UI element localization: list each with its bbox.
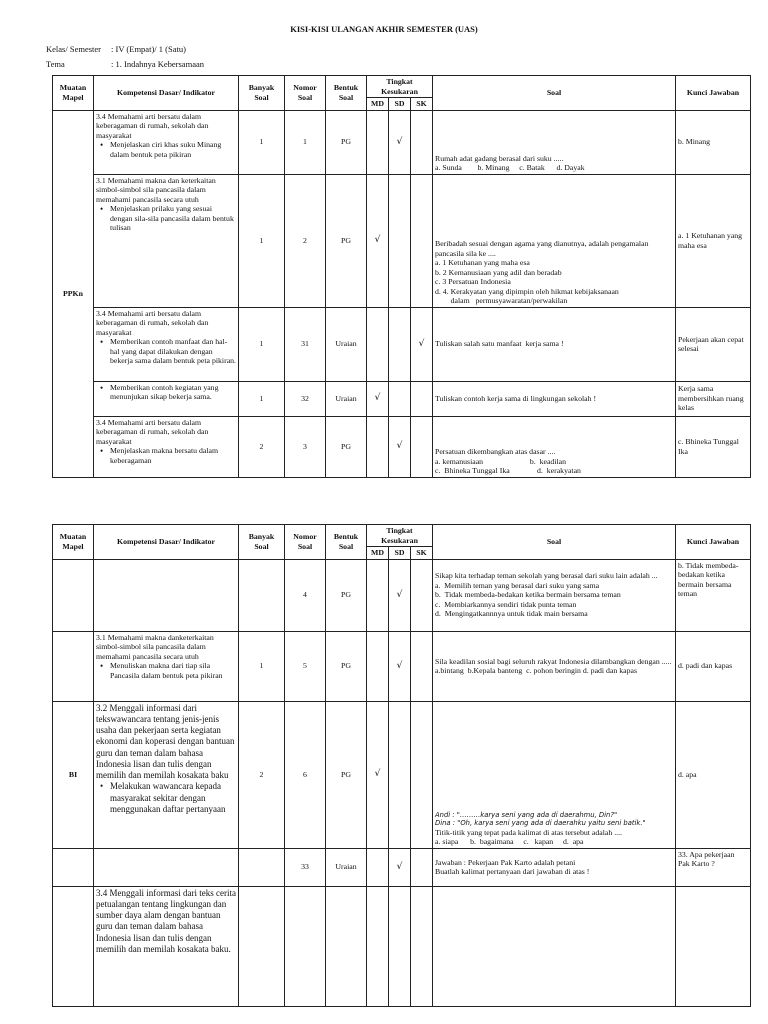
competency-cell <box>94 307 239 381</box>
question-line: a. kemanusiaan b. keadilan <box>435 456 566 466</box>
level-md-cell <box>367 174 389 307</box>
level-sk-cell <box>411 174 433 307</box>
indicator: • Memberikan contoh manfaat dan hal-hal yang dapat dilakukan dengan bekerja sama dalam bentuk peta pikiran. <box>110 337 236 366</box>
check-mark: √ <box>418 338 425 349</box>
header-md: MD <box>367 98 389 111</box>
indicator: • Menjelaskan makna bersatu dalam keberagaman <box>110 446 236 465</box>
level-sk-cell <box>411 110 433 174</box>
bentuk-cell: Uraian <box>326 307 367 381</box>
header-muatan: Muatan Mapel <box>53 76 94 111</box>
level-md-cell <box>367 416 389 477</box>
question-line: dalam permusyawaratan/perwakilan <box>435 296 568 305</box>
question-cell <box>433 307 676 381</box>
question-cell <box>433 848 676 886</box>
basic-competence: 3.4 Memahami arti bersatu dalam keberagaman di rumah, sekolah dan masyarakat <box>96 111 209 140</box>
question-line: d. Mengingatkannnya untuk tidak main bersama <box>435 609 588 619</box>
question-line: Tuliskan salah satu manfaat kerja sama ! <box>435 339 564 349</box>
check-mark: √ <box>374 769 381 780</box>
basic-competence: 3.4 Menggali informasi dari teks cerita petualangan tentang lingkungan dan sumber daya alam dengan bantuan guru dan teman dalam bahasa Indonesia lisan dan tulis dengan memilih dan memilah kosakata baku. <box>96 887 236 954</box>
question-line: Rumah adat gadang berasal dari suku ..... <box>435 153 564 163</box>
question-line: a. Memilih teman yang berasal dari suku yang sama <box>435 580 600 590</box>
bentuk-cell: Uraian <box>326 381 367 416</box>
question-cell <box>433 631 676 701</box>
table-row <box>53 381 751 416</box>
header-tingkat: Tingkat Kesukaran <box>367 525 433 547</box>
theme-line <box>46 59 204 69</box>
answer-key-cell: Kerja sama membersihkan ruang kelas <box>676 381 751 416</box>
basic-competence: 3.4 Memahami arti bersatu dalam keberagaman di rumah, sekolah dan masyarakat <box>96 417 209 446</box>
header-kunci: Kunci Jawaban <box>676 76 751 111</box>
bentuk-cell: PG <box>326 559 367 631</box>
competency-cell <box>94 701 239 848</box>
bentuk-cell: PG <box>326 631 367 701</box>
nomor-cell: 2 <box>285 174 326 307</box>
answer-key-cell: 33. Apa pekerjaan Pak Karto ? <box>676 848 751 886</box>
level-sd-cell <box>389 559 411 631</box>
level-sk-cell <box>411 848 433 886</box>
dialogue-line: Andi : "………karya seni yang ada di daerahmu, Din?" <box>435 810 618 819</box>
subject-cell <box>53 559 94 631</box>
bentuk-cell: Uraian <box>326 848 367 886</box>
table-row <box>53 416 751 477</box>
header-kompetensi: Kompetensi Dasar/ Indikator <box>94 525 239 560</box>
answer-key-cell: a. 1 Ketuhanan yang maha esa <box>676 174 751 307</box>
answer-key-cell: b. Minang <box>676 110 751 174</box>
table-row <box>53 886 751 1006</box>
document-title: KISI-KISI ULANGAN AKHIR SEMESTER (UAS) <box>290 24 478 34</box>
competency-cell <box>94 886 239 1006</box>
subject-cell <box>53 631 94 701</box>
question-line: Beribadah sesuai dengan agama yang dianutnya, adalah pengamalan pancasila sila ke .... <box>435 239 651 258</box>
header-banyak: Banyak Soal <box>239 525 285 560</box>
nomor-cell: 4 <box>285 559 326 631</box>
nomor-cell: 32 <box>285 381 326 416</box>
table-row <box>53 307 751 381</box>
banyak-cell: 2 <box>239 416 285 477</box>
level-md-cell <box>367 559 389 631</box>
competency-cell <box>94 416 239 477</box>
header-kompetensi: Kompetensi Dasar/ Indikator <box>94 76 239 111</box>
level-sk-cell <box>411 886 433 1006</box>
question-cell <box>433 110 676 174</box>
question-cell <box>433 174 676 307</box>
answer-key-cell <box>676 886 751 1006</box>
question-line: c. Membiarkannya sendiri tidak punta teman <box>435 599 577 609</box>
bentuk-cell: PG <box>326 416 367 477</box>
level-sk-cell <box>411 701 433 848</box>
header-sd: SD <box>389 547 411 560</box>
answer-key-cell: c. Bhineka Tunggal Ika <box>676 416 751 477</box>
level-sd-cell <box>389 307 411 381</box>
competency-cell <box>94 110 239 174</box>
question-line: Persatuan dikembangkan atas dasar .... <box>435 447 556 456</box>
table-row <box>53 110 751 174</box>
level-sd-cell <box>389 174 411 307</box>
level-sk-cell <box>411 381 433 416</box>
level-sk-cell <box>411 631 433 701</box>
header-nomor: Nomor Soal <box>285 525 326 560</box>
indicator: • Memberikan contoh kegiatan yang menunjukan sikap bekerja sama. <box>110 383 236 402</box>
table-row <box>53 848 751 886</box>
level-sk-cell <box>411 559 433 631</box>
banyak-cell: 1 <box>239 381 285 416</box>
nomor-cell: 33 <box>285 848 326 886</box>
question-line: a.bintang b.Kepala banteng c. pohon beringin d. padi dan kapas <box>435 666 638 675</box>
header-bentuk: Bentuk Soal <box>326 525 367 560</box>
basic-competence: 3.1 Memahami makna danketerkaitan simbol-simbol sila pancasila dalam memahami pancasila secara utuh <box>96 632 214 661</box>
class-semester-value: : IV (Empat)/ 1 (Satu) <box>111 44 186 54</box>
header-sd: SD <box>389 98 411 111</box>
competency-cell <box>94 559 239 631</box>
check-mark: √ <box>396 861 403 872</box>
answer-key-cell: Pekerjaan akan cepat selesai <box>676 307 751 381</box>
answer-key-cell: b. Tidak membeda-bedakan ketika bermain bersama teman <box>676 559 751 631</box>
nomor-cell: 1 <box>285 110 326 174</box>
nomor-cell: 6 <box>285 701 326 848</box>
question-line: Sikap kita terhadap teman sekolah yang berasal dari suku lain adalah ... <box>435 571 658 581</box>
competency-cell <box>94 174 239 307</box>
answer-key-cell: d. apa <box>676 701 751 848</box>
table-row <box>53 174 751 307</box>
question-line: Jawaban : Pekerjaan Pak Karto adalah petani <box>435 857 576 867</box>
nomor-cell <box>285 886 326 1006</box>
level-md-cell <box>367 848 389 886</box>
subject-cell: BI <box>53 701 94 848</box>
banyak-cell: 1 <box>239 631 285 701</box>
header-bentuk: Bentuk Soal <box>326 76 367 111</box>
question-line: Sila keadilan sosial bagi seluruh rakyat Indonesia dilambangkan dengan ..... <box>435 656 672 666</box>
level-sk-cell <box>411 307 433 381</box>
check-mark: √ <box>374 235 381 246</box>
question-cell <box>433 416 676 477</box>
question-line: c. Bhineka Tunggal Ika d. kerakyatan <box>435 466 581 475</box>
theme-label: Tema <box>46 59 65 69</box>
question-line: b. 2 Kemanusiaan yang adil dan beradab <box>435 267 562 277</box>
nomor-cell: 3 <box>285 416 326 477</box>
nomor-cell: 5 <box>285 631 326 701</box>
header-banyak: Banyak Soal <box>239 76 285 111</box>
competency-cell <box>94 631 239 701</box>
level-sd-cell <box>389 381 411 416</box>
check-mark: √ <box>396 660 403 671</box>
question-line: Buatlah kalimat pertanyaan dari jawaban di atas ! <box>435 867 590 876</box>
basic-competence: 3.2 Menggali informasi dari tekswawancara tentang jenis-jenis usaha dan pekerjaan serta kegiatan ekonomi dan koperasi dengan bantuan guru dan teman dalam bahasa Indonesia lisan dan tulis dengan memilih dan memilah kosakata baku <box>96 702 235 780</box>
header-md: MD <box>367 547 389 560</box>
question-line: Titik-titik yang tepat pada kalimat di atas tersebut adalah .... <box>435 827 623 837</box>
header-nomor: Nomor Soal <box>285 76 326 111</box>
level-sd-cell <box>389 886 411 1006</box>
level-sd-cell <box>389 110 411 174</box>
table-row <box>53 559 751 631</box>
bentuk-cell <box>326 886 367 1006</box>
banyak-cell: 2 <box>239 701 285 848</box>
question-line: Tuliskan contoh kerja sama di lingkungan sekolah ! <box>435 393 597 403</box>
indicator: • Melakukan wawancara kepada masyarakat sekitar dengan menggunakan daftar pertanyaan <box>110 781 236 815</box>
level-md-cell <box>367 381 389 416</box>
bentuk-cell: PG <box>326 174 367 307</box>
kisi-table-1 <box>52 75 751 478</box>
question-line: c. 3 Persatuan Indonesia <box>435 277 511 286</box>
level-sd-cell <box>389 848 411 886</box>
answer-key-cell: d. padi dan kapas <box>676 631 751 701</box>
nomor-cell: 31 <box>285 307 326 381</box>
theme-value: : 1. Indahnya Kebersamaan <box>111 59 204 69</box>
level-sk-cell <box>411 416 433 477</box>
question-cell <box>433 559 676 631</box>
banyak-cell <box>239 886 285 1006</box>
check-mark: √ <box>396 441 403 452</box>
question-line: b. Tidak membeda-bedakan ketika bermain bersama teman <box>435 590 621 600</box>
question-cell <box>433 886 676 1006</box>
level-md-cell <box>367 631 389 701</box>
basic-competence: 3.4 Memahami arti bersatu dalam keberagaman di rumah, sekolah dan masyarakat <box>96 308 209 337</box>
header-muatan: Muatan Mapel <box>53 525 94 560</box>
header-kunci: Kunci Jawaban <box>676 525 751 560</box>
banyak-cell: 1 <box>239 110 285 174</box>
level-sd-cell <box>389 416 411 477</box>
check-mark: √ <box>374 393 381 404</box>
class-semester-label: Kelas/ Semester <box>46 44 101 54</box>
dialogue-line: Dina : "Oh, karya seni yang ada di daerahku yaitu seni batik." <box>435 819 646 828</box>
table-row <box>53 631 751 701</box>
subject-cell <box>53 848 94 886</box>
header-sk: SK <box>411 547 433 560</box>
competency-cell <box>94 381 239 416</box>
question-line: a. siapa b. bagaimana c. kapan d. apa <box>435 837 584 846</box>
subject-cell <box>53 886 94 1006</box>
bentuk-cell: PG <box>326 110 367 174</box>
header-sk: SK <box>411 98 433 111</box>
level-md-cell <box>367 307 389 381</box>
header-soal: Soal <box>433 76 676 111</box>
class-semester-line <box>46 44 186 54</box>
question-cell <box>433 701 676 848</box>
kisi-table-2 <box>52 524 751 1007</box>
competency-cell <box>94 848 239 886</box>
basic-competence: 3.1 Memahami makna dan keterkaitan simbol-simbol sila pancasila dalam memahami pancasila secara utuh <box>96 175 216 204</box>
question-line: a. 1 Ketuhanan yang maha esa <box>435 258 530 267</box>
level-md-cell <box>367 886 389 1006</box>
level-sd-cell <box>389 631 411 701</box>
indicator: • Menuliskan makna dari tiap sila Pancasila dalam bentuk peta pikiran <box>110 661 236 680</box>
level-sd-cell <box>389 701 411 848</box>
question-line: d. 4. Kerakyatan yang dipimpin oleh hikmat kebijaksanaan <box>435 286 619 296</box>
header-tingkat: Tingkat Kesukaran <box>367 76 433 98</box>
check-mark: √ <box>396 136 403 147</box>
header-soal: Soal <box>433 525 676 560</box>
level-md-cell <box>367 110 389 174</box>
banyak-cell <box>239 559 285 631</box>
question-line: a. Sunda b. Minang c. Batak d. Dayak <box>435 163 585 172</box>
question-cell <box>433 381 676 416</box>
banyak-cell: 1 <box>239 307 285 381</box>
indicator: • Menjelaskan prilaku yang sesuai dengan sila-sila pancasila dalam bentuk tulisan <box>110 204 236 233</box>
subject-cell: PPKn <box>53 110 94 477</box>
banyak-cell <box>239 848 285 886</box>
bentuk-cell: PG <box>326 701 367 848</box>
check-mark: √ <box>396 589 403 600</box>
banyak-cell: 1 <box>239 174 285 307</box>
indicator: • Menjelaskan ciri khas suku Minang dalam bentuk peta pikiran <box>110 140 236 159</box>
level-md-cell <box>367 701 389 848</box>
table-row <box>53 701 751 848</box>
